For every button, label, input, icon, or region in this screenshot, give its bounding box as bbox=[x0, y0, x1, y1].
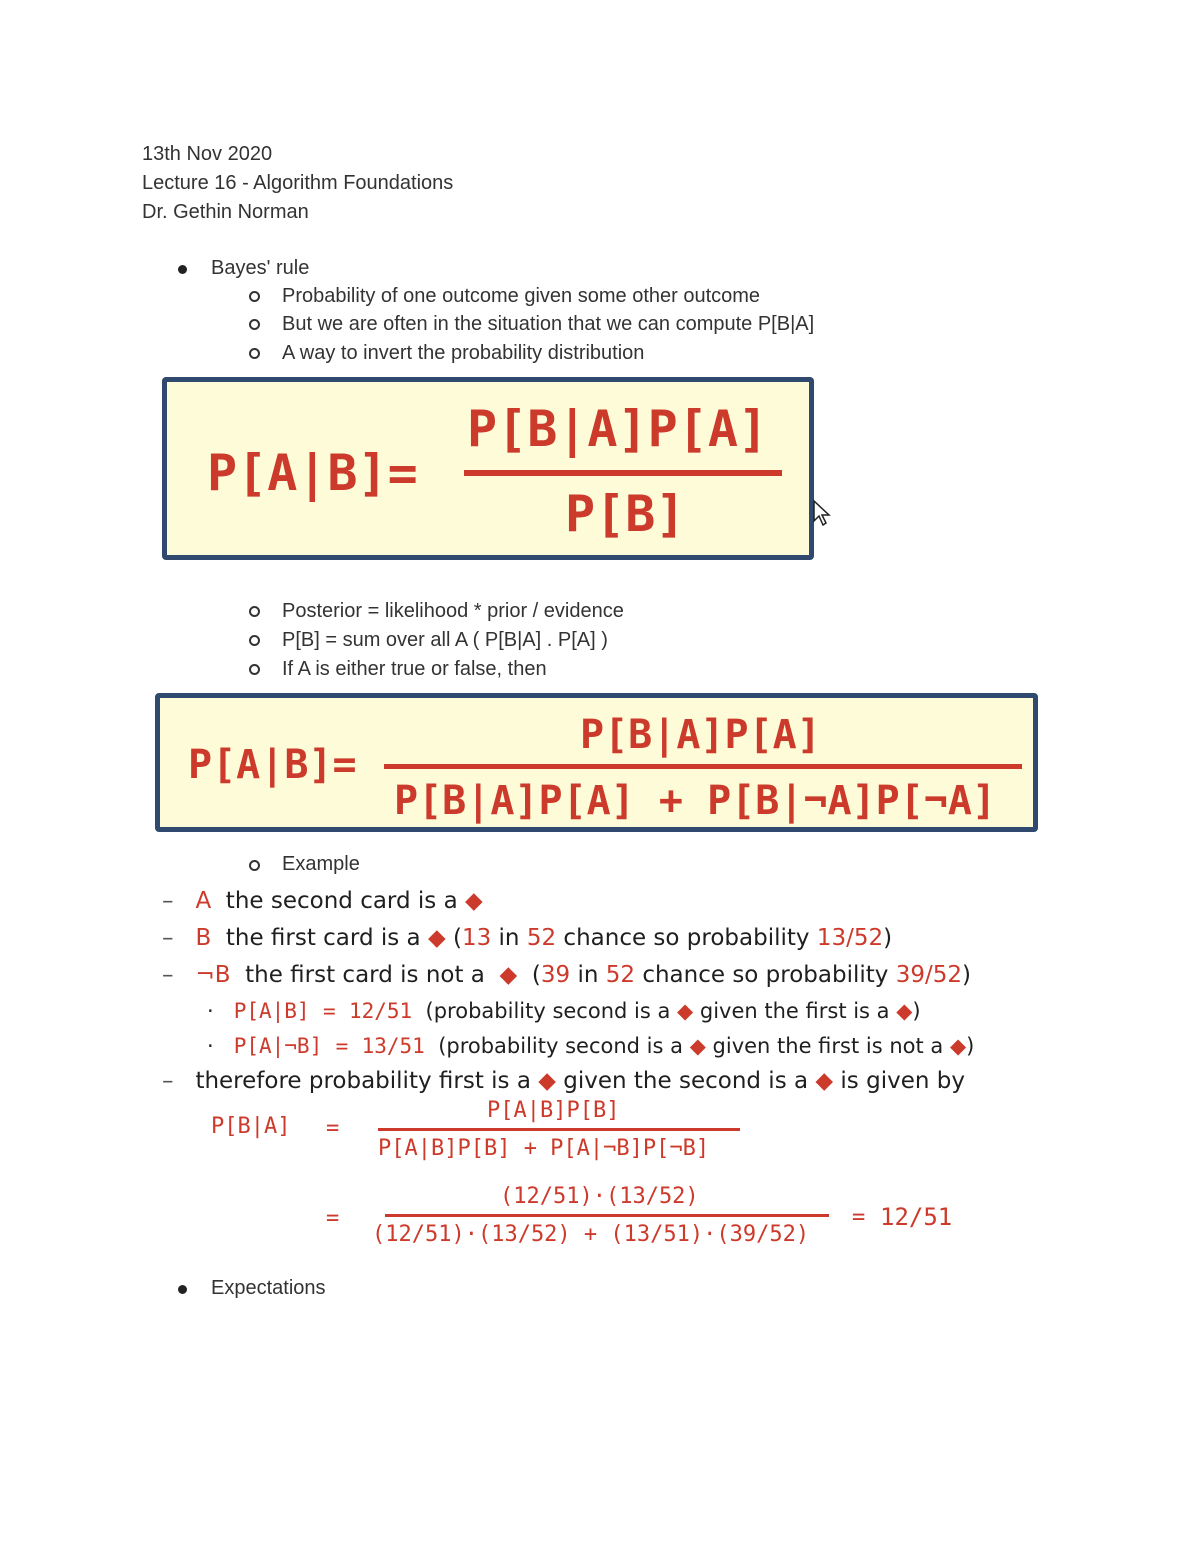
eq2-result: 12/51 bbox=[880, 1203, 953, 1231]
diamond-icon: ◆ bbox=[815, 1068, 834, 1094]
formula-numerator: P[B|A]P[A] bbox=[467, 400, 769, 458]
diamond-icon: ◆ bbox=[677, 999, 694, 1023]
eq1-lhs: P[B|A] bbox=[211, 1114, 291, 1139]
eq2-equals: = bbox=[326, 1206, 340, 1231]
formula2-denominator: P[B|A]P[A] + P[B|¬A]P[¬A] bbox=[394, 778, 997, 824]
example-line-not-b: – ¬B the first card is not a ◆ (39 in 52 chance so probability 39/52) bbox=[162, 962, 971, 988]
eq2-numerator: (12/51)·(13/52) bbox=[500, 1184, 699, 1209]
example-line-therefore: – therefore probability first is a ◆ given the second is a ◆ is given by bbox=[162, 1068, 965, 1094]
eq2-fraction-bar bbox=[385, 1214, 829, 1217]
evidence-text: P[B] = sum over all A ( P[B|A] . P[A] ) bbox=[282, 629, 608, 651]
date-text: 13th Nov 2020 bbox=[142, 143, 273, 165]
mouse-cursor-icon bbox=[812, 499, 832, 527]
bayes-heading: Bayes' rule bbox=[211, 257, 310, 279]
example-sub-1: · P[A|B] = 12/51 (probability second is a ◆ given the first is a ◆) bbox=[207, 999, 921, 1023]
eq1-denominator: P[A|B]P[B] + P[A|¬B]P[¬B] bbox=[378, 1136, 710, 1161]
eq2-result-equals: = bbox=[852, 1205, 866, 1230]
diamond-icon: ◆ bbox=[465, 888, 483, 914]
bayes-sub-2: But we are often in the situation that we can compute P[B|A] bbox=[282, 313, 815, 335]
formula2-lhs: P[A|B]= bbox=[188, 742, 357, 788]
diamond-icon: ◆ bbox=[949, 1034, 967, 1058]
diamond-icon: ◆ bbox=[538, 1068, 556, 1094]
eq2-denominator: (12/51)·(13/52) + (13/51)·(39/52) bbox=[372, 1222, 810, 1247]
fraction-bar bbox=[384, 764, 1022, 769]
diamond-icon: ◆ bbox=[427, 925, 446, 951]
lecture-title: Lecture 16 - Algorithm Foundations bbox=[142, 172, 454, 194]
diamond-icon: ◆ bbox=[689, 1034, 706, 1058]
example-line-a: – A the second card is a ◆ bbox=[162, 888, 483, 914]
fraction-bar bbox=[464, 470, 782, 476]
formula-denominator: P[B] bbox=[565, 485, 686, 543]
sub-bullet-ring bbox=[249, 291, 260, 302]
sub-bullet-ring bbox=[249, 860, 260, 871]
bayes-sub-1: Probability of one outcome given some other outcome bbox=[282, 285, 761, 307]
bayes-formula-box bbox=[162, 377, 814, 560]
example-sub-2: · P[A|¬B] = 13/51 (probability second is a ◆ given the first is not a ◆) bbox=[207, 1034, 975, 1058]
eq1-fraction-bar bbox=[378, 1128, 740, 1131]
sub-bullet-ring bbox=[249, 664, 260, 675]
sub-bullet-ring bbox=[249, 319, 260, 330]
formula-lhs: P[A|B]= bbox=[207, 444, 418, 502]
diamond-icon: ◆ bbox=[499, 962, 518, 988]
formula2-numerator: P[B|A]P[A] bbox=[580, 712, 821, 758]
bullet-dot bbox=[178, 1285, 187, 1294]
expectations-heading: Expectations bbox=[211, 1277, 326, 1299]
bayes-sub-3: A way to invert the probability distribution bbox=[282, 342, 645, 364]
posterior-text: Posterior = likelihood * prior / evidence bbox=[282, 600, 624, 622]
example-line-b: – B the first card is a ◆ (13 in 52 chance so probability 13/52) bbox=[162, 925, 893, 951]
sub-bullet-ring bbox=[249, 635, 260, 646]
bayes-expanded-formula-box bbox=[155, 693, 1038, 832]
sub-bullet-ring bbox=[249, 348, 260, 359]
author-text: Dr. Gethin Norman bbox=[142, 201, 309, 223]
eq1-numerator: P[A|B]P[B] bbox=[487, 1098, 620, 1123]
example-label: Example bbox=[282, 853, 360, 875]
bullet-dot bbox=[178, 265, 187, 274]
boolean-text: If A is either true or false, then bbox=[282, 658, 547, 680]
eq1-equals: = bbox=[326, 1116, 340, 1141]
diamond-icon: ◆ bbox=[896, 999, 913, 1023]
sub-bullet-ring bbox=[249, 606, 260, 617]
